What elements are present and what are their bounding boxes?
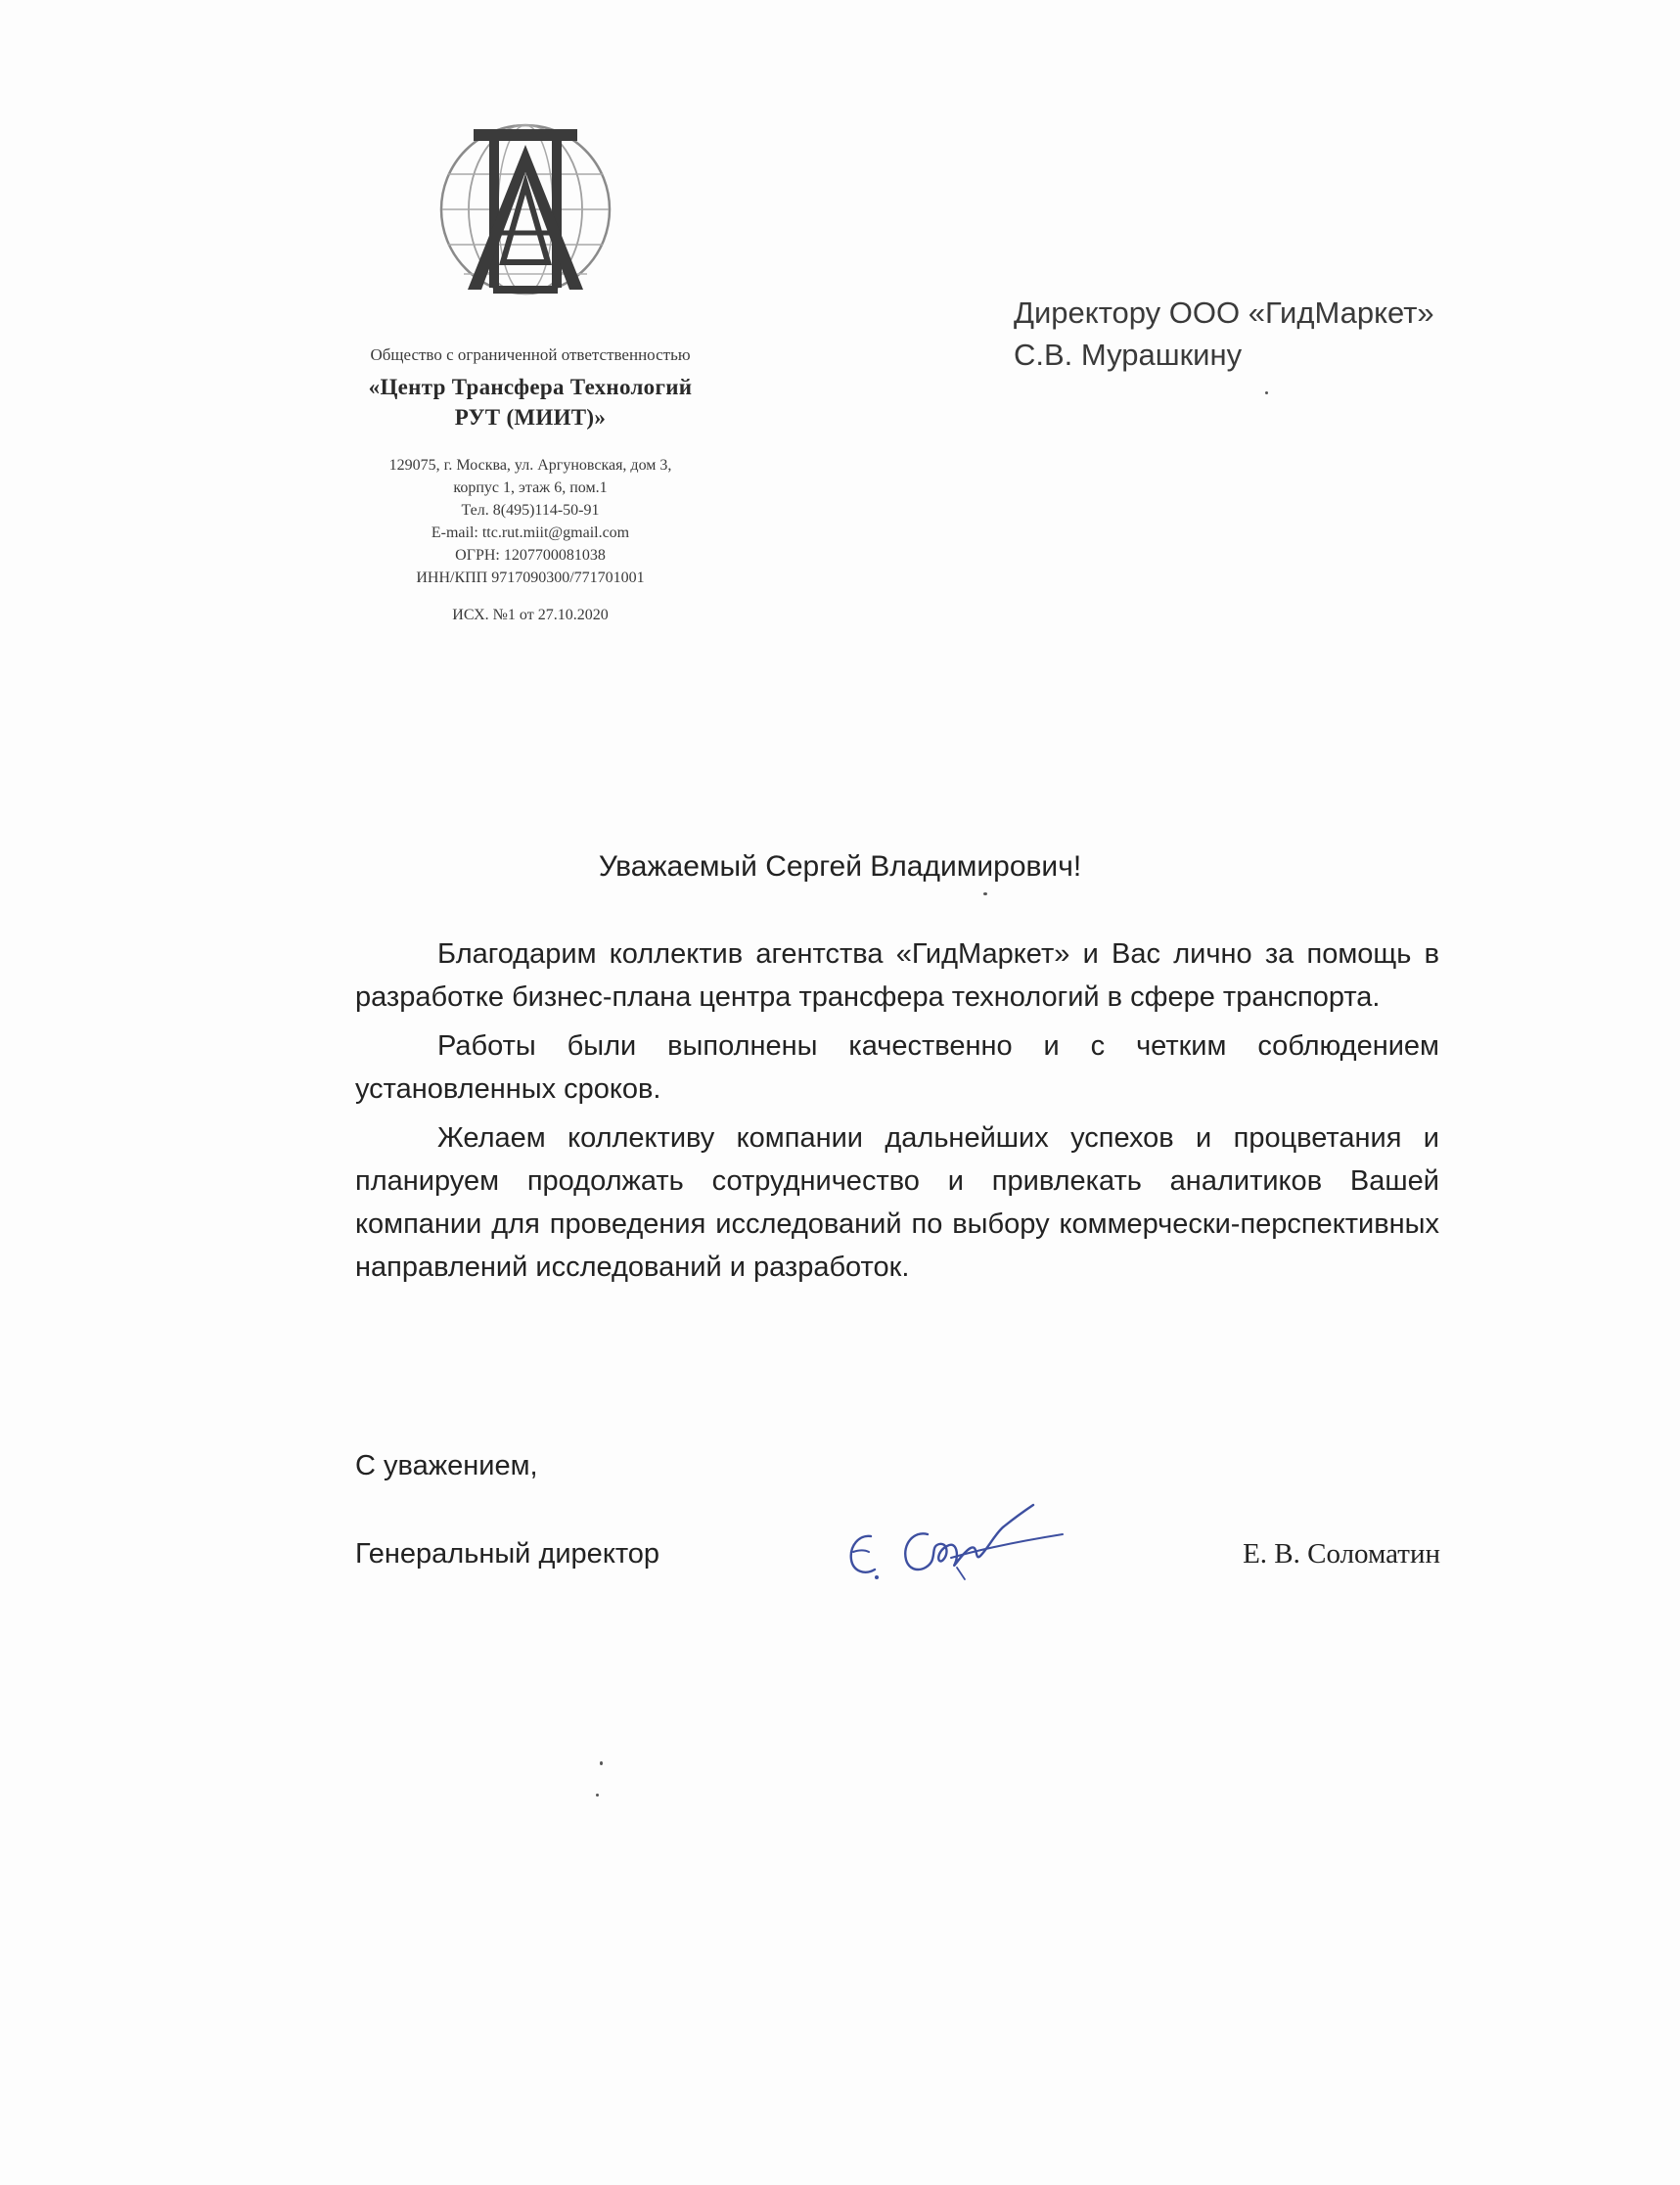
address-line1: 129075, г. Москва, ул. Аргуновская, дом 3, bbox=[388, 457, 672, 474]
globe-tower-logo-icon bbox=[434, 115, 616, 307]
scan-speck bbox=[600, 1761, 603, 1765]
signer-title: Генеральный директор bbox=[355, 1538, 660, 1570]
salutation: Уважаемый Сергей Владимирович! bbox=[598, 850, 1082, 883]
addressee-line2: С.В. Мурашкину bbox=[1014, 338, 1243, 372]
inn-kpp: ИНН/КПП 9717090300/771701001 bbox=[416, 569, 645, 586]
handwritten-signature bbox=[841, 1487, 1072, 1591]
addressee-line1: Директору ООО «ГидМаркет» bbox=[1014, 296, 1434, 330]
address-line2: корпус 1, этаж 6, пом.1 bbox=[453, 479, 608, 496]
scan-speck bbox=[1265, 391, 1268, 394]
outgoing-ref-number: ИСХ. №1 от 27.10.2020 bbox=[452, 607, 609, 623]
addressee-block bbox=[1014, 292, 1434, 376]
signer-name: Е. В. Соломатин bbox=[1243, 1538, 1440, 1570]
org-name-line2: РУТ (МИИТ)» bbox=[454, 405, 607, 430]
email: E-mail: ttc.rut.miit@gmail.com bbox=[431, 524, 630, 541]
org-name-line1: «Центр Трансфера Технологий bbox=[368, 375, 693, 399]
scan-speck bbox=[983, 892, 987, 895]
org-form: Общество с ограниченной ответственностью bbox=[370, 345, 691, 364]
body-paragraph-2: Работы были выполнены качественно и с четким соблюдением установленных сроков. bbox=[355, 1030, 1439, 1105]
ogrn: ОГРН: 1207700081038 bbox=[455, 547, 606, 564]
body-paragraph-1: Благодарим коллектив агентства «ГидМаркет» и Вас лично за помощь в разработке бизнес-плана центра трансфера технологий в сфере транспорта. bbox=[355, 938, 1439, 1013]
closing-regards: С уважением, bbox=[355, 1450, 538, 1481]
letterhead bbox=[323, 344, 738, 626]
org-contacts bbox=[323, 454, 738, 589]
letter-body bbox=[355, 933, 1439, 1295]
scan-speck bbox=[596, 1794, 599, 1797]
phone: Тел. 8(495)114-50-91 bbox=[461, 502, 600, 519]
body-paragraph-3: Желаем коллективу компании дальнейших успехов и процветания и планируем продолжать сотрудничество и привлекать аналитиков Вашей компании для проведения исследований по выбору коммерчески-перспективных направлений исследований и разработок. bbox=[355, 1122, 1439, 1283]
